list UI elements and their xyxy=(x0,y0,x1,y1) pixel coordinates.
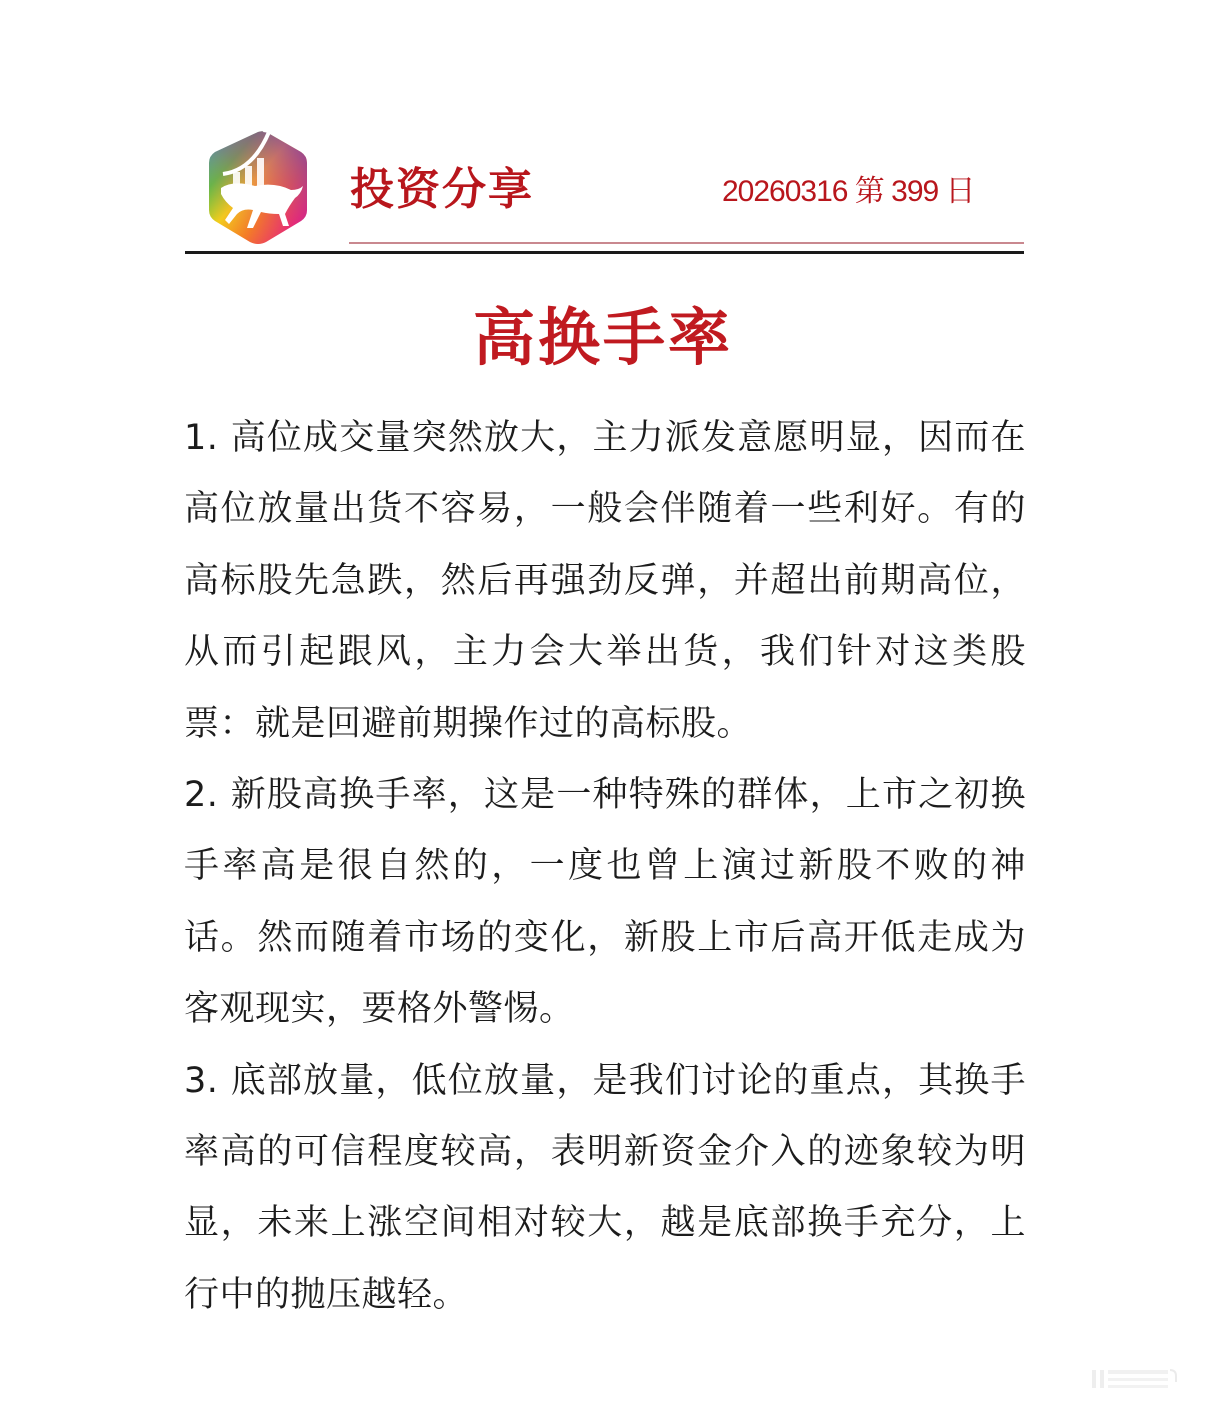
paragraph-2: 2. 新股高换手率，这是一种特殊的群体，上市之初换手率高是很自然的，一度也曾上演过新股不败的神话。然而随着市场的变化，新股上市后高开低走成为客观现实，要格外警惕。 xyxy=(184,775,1026,1030)
issue-date: 20260316 第 399 日 xyxy=(722,175,975,208)
header-thick-divider xyxy=(185,251,1024,254)
brand-title: 投资分享 xyxy=(350,164,534,215)
article-body xyxy=(184,403,1026,1331)
logo-icon xyxy=(203,110,313,248)
paragraph-1: 1. 高位成交量突然放大，主力派发意愿明显，因而在高位放量出货不容易，一般会伴随着一些利好。有的高标股先急跌，然后再强劲反弹，并超出前期高位，从而引起跟风，主力会大举出货，我们针对这类股票：就是回避前期操作过的高标股。 xyxy=(184,418,1026,744)
bull-hexagon-logo xyxy=(203,110,313,248)
header-thin-divider xyxy=(349,242,1024,244)
watermark-icon xyxy=(1090,1364,1186,1394)
paragraph-3: 3. 底部放量，低位放量，是我们讨论的重点，其换手率高的可信程度较高，表明新资金介入的迹象较为明显，未来上涨空间相对较大，越是底部换手充分，上行中的抛压越轻。 xyxy=(184,1060,1026,1315)
article-title: 高换手率 xyxy=(472,301,733,374)
